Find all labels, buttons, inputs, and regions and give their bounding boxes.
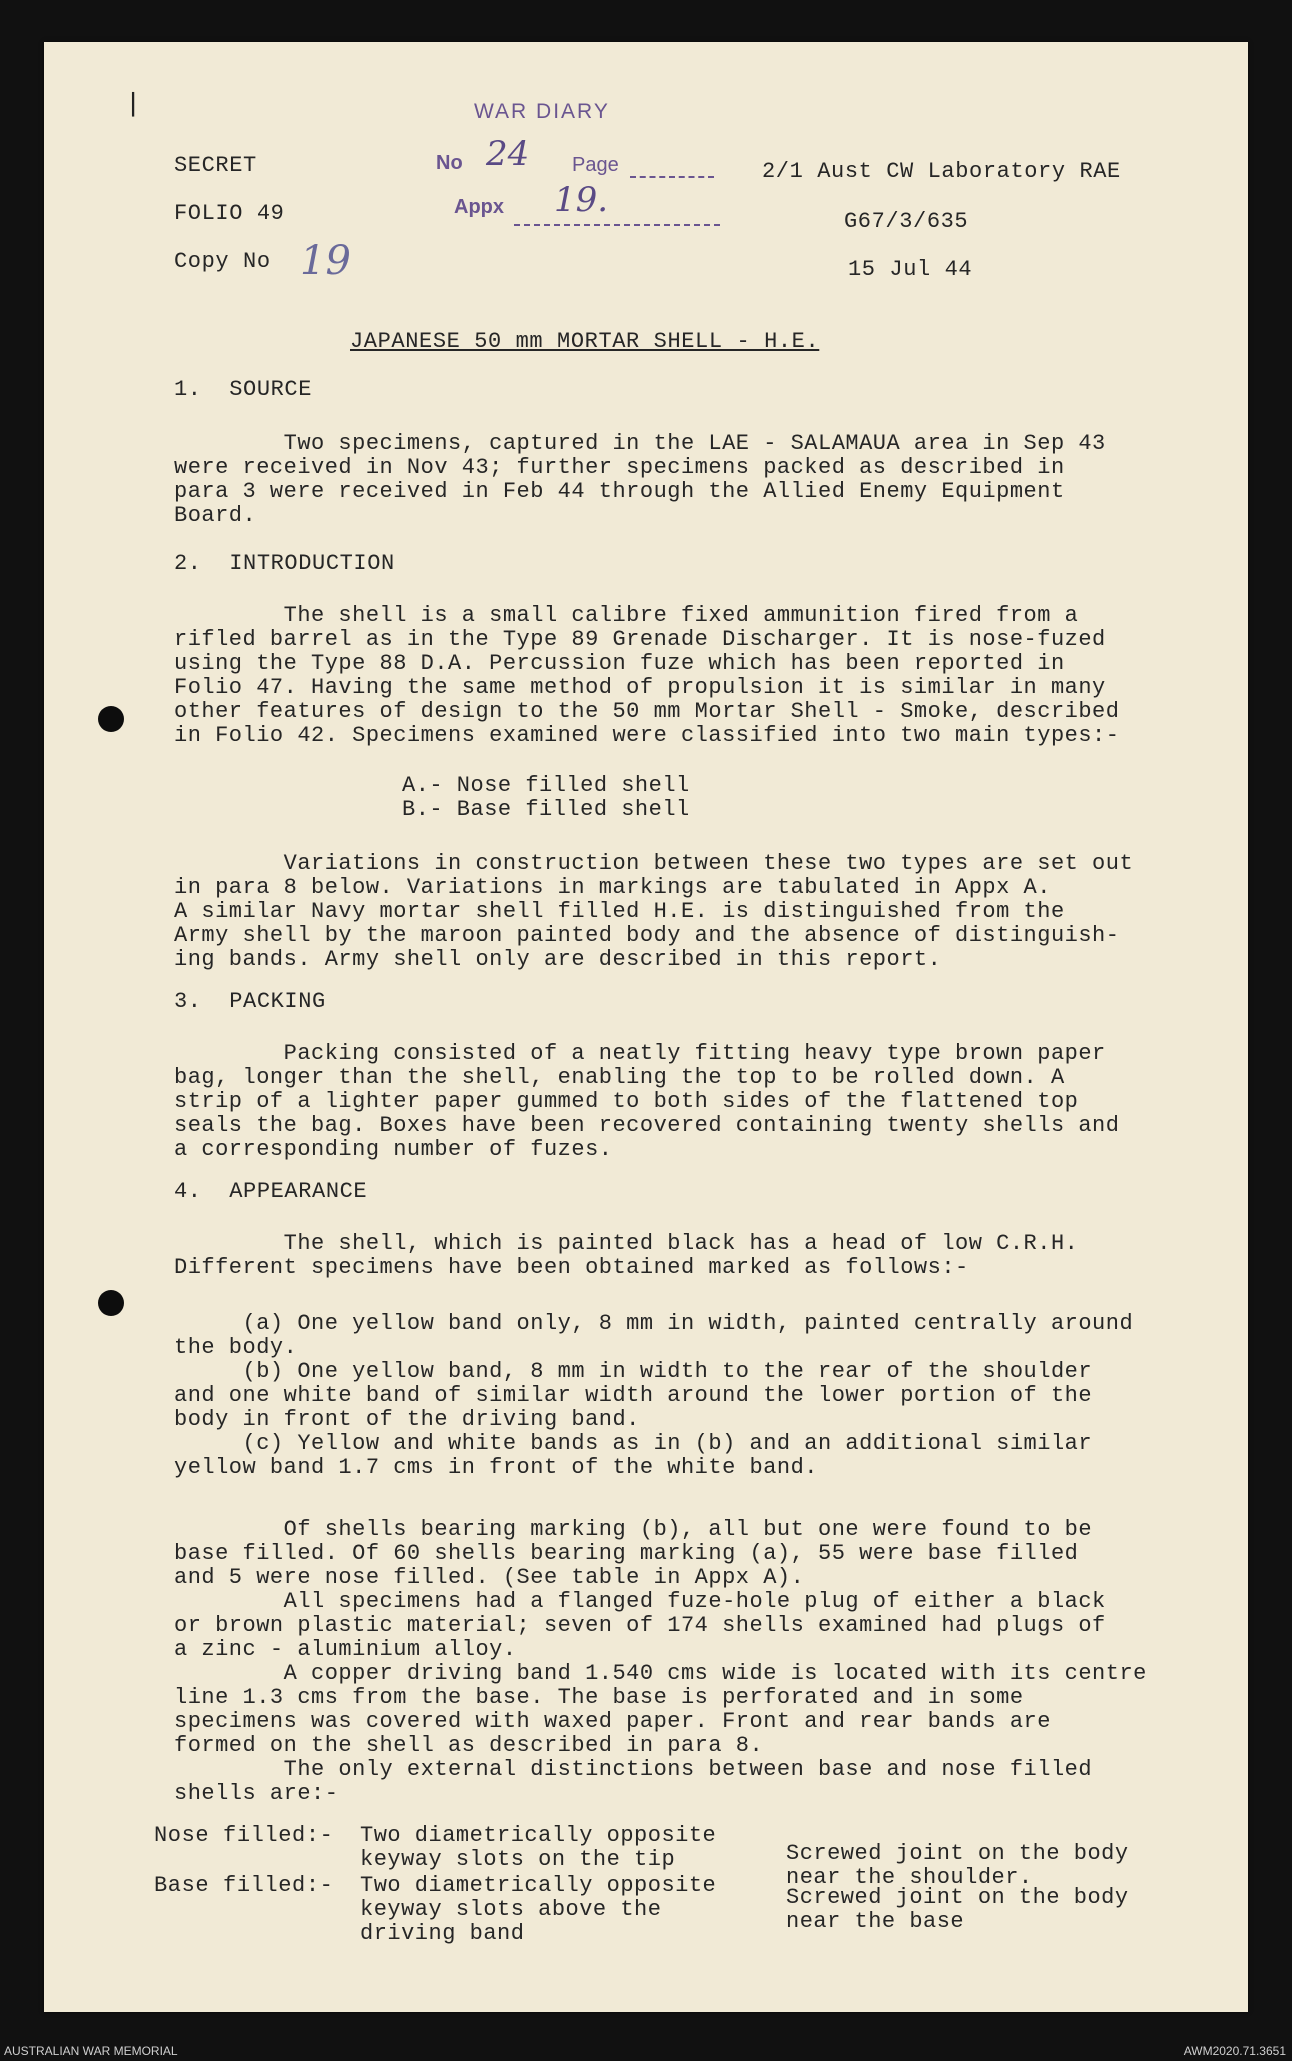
reference-number: G67/3/635 — [844, 209, 969, 234]
war-diary-stamp-title: WAR DIARY — [474, 100, 610, 123]
section-4-heading: 4. APPEARANCE — [174, 1179, 368, 1204]
folio: FOLIO 49 — [174, 201, 285, 226]
nose-filled-col1: Two diametrically opposite keyway slots on the tip — [360, 1823, 717, 1872]
stamp-no-value: 24 — [486, 134, 530, 174]
stamp-appx-value: 19. — [554, 180, 609, 220]
section-3-heading: 3. PACKING — [174, 989, 326, 1014]
copy-number: 19 — [300, 238, 351, 284]
section-4-intro: The shell, which is painted black has a head of low C.R.H. Different specimens have been obtained marked as follows:- — [174, 1231, 1079, 1280]
footer-archive-name: AUSTRALIAN WAR MEMORIAL — [4, 2044, 178, 2058]
section-2-heading: 2. INTRODUCTION — [174, 551, 395, 576]
stamp-no-label: No — [436, 152, 463, 174]
stamp-page-line — [630, 176, 714, 178]
unit-name: 2/1 Aust CW Laboratory RAE — [762, 159, 1121, 184]
document-date: 15 Jul 44 — [848, 257, 973, 282]
stamp-appx-line — [514, 224, 720, 226]
document-page — [44, 42, 1248, 2012]
section-4-details: Of shells bearing marking (b), all but one were found to be base filled. Of 60 shells bearing marking (a), 55 were base filled and 5 were nose filled. (See table in Appx A). All specimens had a flanged fuze-hole plug of either a black or brown plastic material; seven of 174 shells examined had plugs of a zinc - aluminium alloy. A copper driving band 1.540 cms wide is located with its centre line 1.3 cms from the base. The base is perforated and in some specimens was covered with waxed paper. Front and rear bands are formed on the shell as described in para 8. The only external distinctions between base and nose filled shells are:- — [174, 1517, 1147, 1806]
types-list: A.- Nose filled shell B.- Base filled shell — [402, 773, 690, 822]
section-1-heading: 1. SOURCE — [174, 377, 313, 402]
base-filled-col2: Screwed joint on the body near the base — [786, 1885, 1129, 1934]
section-1-body: Two specimens, captured in the LAE - SALAMAUA area in Sep 43 were received in Nov 43; further specimens packed as described in para 3 were received in Feb 44 through the Allied Enemy Equipment Board. — [174, 431, 1106, 528]
section-2-body: The shell is a small calibre fixed ammunition fired from a rifled barrel as in the Type 89 Grenade Discharger. It is nose-fuzed using the Type 88 D.A. Percussion fuze which has been reported in Folio 47. Having the same method of propulsion it is similar in many other features of design to the 50 mm Mortar Shell - Smoke, described in Folio 42. Specimens examined were classified into two main types:- — [174, 603, 1120, 748]
section-3-body: Packing consisted of a neatly fitting heavy type brown paper bag, longer than the shell, enabling the top to be rolled down. A strip of a lighter paper gummed to both sides of the flattened top seals the bag. Boxes have been recovered containing twenty shells and a corresponding number of fuzes. — [174, 1041, 1120, 1162]
stamp-appx-label: Appx — [454, 196, 504, 218]
nose-filled-label: Nose filled:- — [154, 1823, 334, 1848]
base-filled-label: Base filled:- — [154, 1873, 334, 1898]
copy-label: Copy No — [174, 249, 271, 274]
stamp-page-label: Page — [572, 154, 619, 176]
punch-hole-bottom — [98, 1290, 124, 1316]
footer-accession-number: AWM2020.71.3651 — [1183, 2044, 1286, 2058]
section-4-markings: (a) One yellow band only, 8 mm in width, painted centrally around the body. (b) One yellow band, 8 mm in width to the rear of the shoulder and one white band of similar width around the lower portion of the body in front of the driving band. (c) Yellow and white bands as in (b) and an additional similar yellow band 1.7 cms in front of the white band. — [174, 1311, 1134, 1480]
punch-hole-top — [98, 706, 124, 732]
base-filled-col1: Two diametrically opposite keyway slots above the driving band — [360, 1873, 717, 1946]
ink-mark: ❘ — [124, 89, 143, 123]
classification: SECRET — [174, 153, 257, 178]
document-title: JAPANESE 50 mm MORTAR SHELL - H.E. — [350, 329, 820, 354]
nose-filled-col2: Screwed joint on the body near the shoulder. — [786, 1841, 1129, 1890]
section-2-body-2: Variations in construction between these two types are set out in para 8 below. Variations in markings are tabulated in Appx A. A similar Navy mortar shell filled H.E. is distinguished from the Army shell by the maroon painted body and the absence of distinguish- ing bands. Army shell only are described in this report. — [174, 851, 1134, 972]
